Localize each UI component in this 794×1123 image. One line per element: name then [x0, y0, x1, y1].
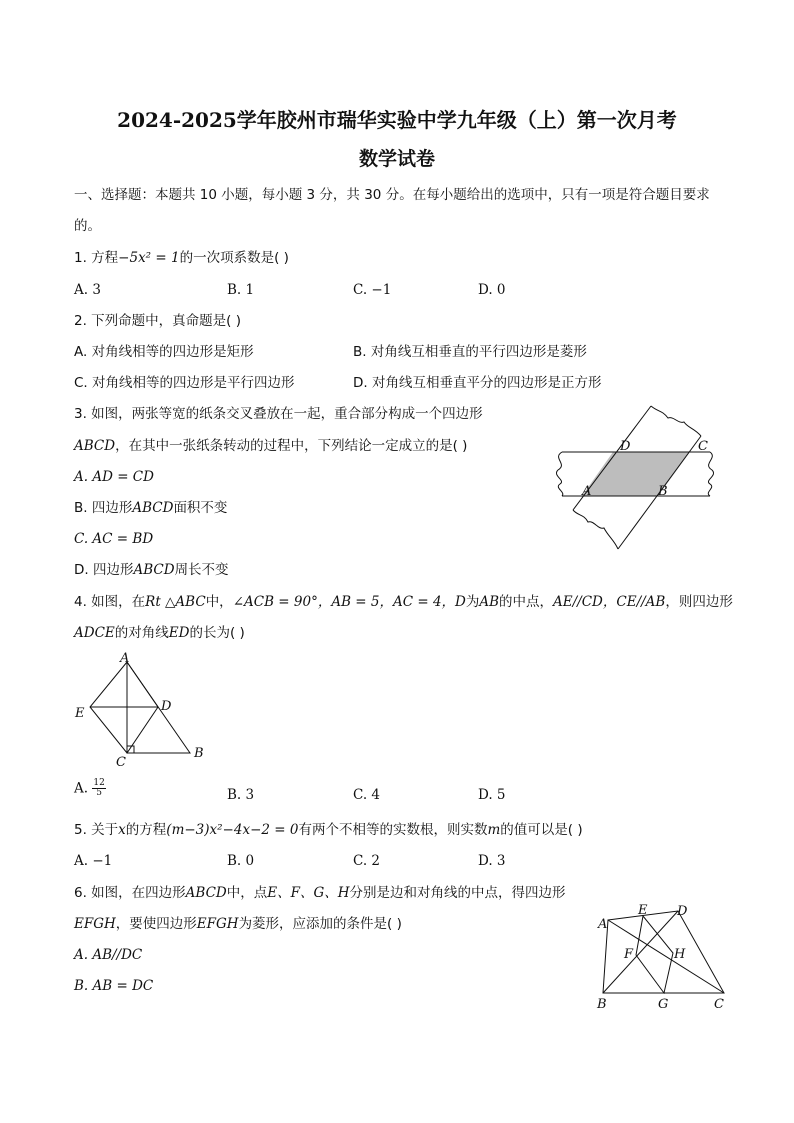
q1-option-d: D. 0	[478, 282, 506, 298]
label-a: A	[582, 484, 592, 499]
question-4-stem-line2: ADCE的对角线ED的长为( )	[74, 625, 245, 641]
equation: −5x² = 1	[118, 250, 180, 266]
label-e: E	[638, 903, 648, 918]
q5-option-b: B. 0	[227, 853, 255, 869]
q6-option-b: B. AB = DC	[74, 978, 154, 994]
label-f: F	[624, 947, 634, 962]
q4-option-d: D. 5	[478, 787, 506, 803]
question-3-stem-line1: 3. 如图，两张等宽的纸条交叉叠放在一起，重合部分构成一个四边形	[74, 406, 483, 422]
question-2-stem: 2. 下列命题中，真命题是( )	[74, 313, 241, 329]
label-b: B	[658, 484, 668, 499]
label-g: G	[658, 997, 669, 1012]
q5-option-c: C. 2	[353, 853, 381, 869]
label-e: E	[75, 706, 85, 721]
q5-option-d: D. 3	[478, 853, 506, 869]
overlap-parallelogram	[582, 452, 690, 496]
fraction: $\frac{12}{5}$	[93, 778, 105, 798]
q3-option-b: B. 四边形ABCD面积不变	[74, 500, 228, 516]
question-3-stem-line2: ABCD，在其中一张纸条转动的过程中，下列结论一定成立的是( )	[74, 438, 468, 454]
q2-option-d: D. 对角线互相垂直平分的四边形是正方形	[353, 375, 602, 391]
label-b: B	[597, 997, 607, 1012]
label-d: D	[677, 904, 688, 919]
label-c: C	[698, 439, 708, 454]
q1-option-b: B. 1	[227, 282, 255, 298]
q1-option-a: A. 3	[74, 282, 101, 298]
question-5-stem: 5. 关于x的方程(m−3)x²−4x−2 = 0有两个不相等的实数根，则实数m的值可以是( )	[74, 822, 583, 838]
q4-option-a: A. $\frac{12}{5}$	[74, 778, 105, 798]
label-d: D	[620, 439, 631, 454]
section-instructions-line1: 一、选择题：本题共 10 小题，每小题 3 分，共 30 分。在每小题给出的选项中，只有一项是符合题目要求	[74, 187, 710, 203]
label-a: A	[120, 651, 130, 666]
q6-option-a: A. AB//DC	[74, 947, 143, 963]
label-c: C	[714, 997, 724, 1012]
q2-option-c: C. 对角线相等的四边形是平行四边形	[74, 375, 295, 391]
q2-option-a: A. 对角线相等的四边形是矩形	[74, 344, 254, 360]
label-c: C	[116, 755, 126, 770]
label-b: B	[194, 746, 204, 761]
page-subtitle: 数学试卷	[358, 148, 435, 170]
q1-option-c: C. −1	[353, 282, 392, 298]
q3-paper-strips-figure	[550, 404, 722, 554]
q3-option-c: C. AC = BD	[74, 531, 154, 547]
page-title: 2024-2025学年胶州市瑞华实验中学九年级（上）第一次月考	[117, 108, 677, 132]
q2-option-b: B. 对角线互相垂直的平行四边形是菱形	[353, 344, 587, 360]
label-h: H	[674, 947, 686, 962]
question-1-stem: 1. 方程−5x² = 1的一次项系数是( )	[74, 250, 289, 266]
question-4-stem-line1: 4. 如图，在Rt △ABC中，∠ACB = 90°，AB = 5，AC = 4，D为AB的中点，AE//CD，CE//AB，则四边形	[74, 594, 733, 610]
q3-option-a: A. AD = CD	[74, 469, 154, 485]
q3-option-d: D. 四边形ABCD周长不变	[74, 562, 229, 578]
q6-quadrilateral-figure	[590, 896, 740, 1014]
q4-option-c: C. 4	[353, 787, 381, 803]
label-d: D	[161, 699, 172, 714]
q5-option-a: A. −1	[74, 853, 113, 869]
q4-option-b: B. 3	[227, 787, 255, 803]
q4-triangle-figure	[70, 650, 210, 772]
label-a: A	[598, 917, 608, 932]
question-6-stem-line2: EFGH，要使四边形EFGH为菱形，应添加的条件是( )	[74, 916, 402, 932]
question-6-stem-line1: 6. 如图，在四边形ABCD中，点E、F、G、H分别是边和对角线的中点，得四边形	[74, 885, 566, 901]
section-instructions-line2: 的。	[74, 218, 101, 234]
